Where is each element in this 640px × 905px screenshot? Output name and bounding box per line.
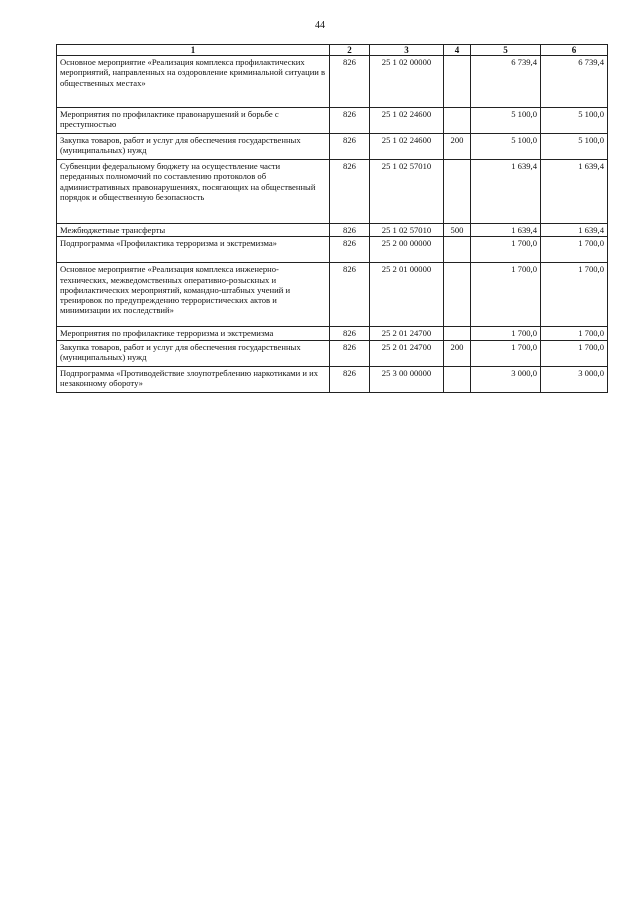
- table-row: [57, 366, 608, 392]
- row-type: 200: [444, 134, 471, 160]
- row-ministry: 826: [330, 108, 370, 134]
- row-value-2: 6 739,4: [541, 56, 608, 108]
- row-ministry: 826: [330, 224, 370, 237]
- row-value-2: 1 700,0: [541, 263, 608, 327]
- row-code: 25 1 02 24600: [370, 134, 444, 160]
- row-value-1: 1 639,4: [471, 160, 541, 224]
- header-col-2: 2: [330, 45, 370, 56]
- table-row: [57, 56, 608, 108]
- row-code: 25 2 01 24700: [370, 340, 444, 366]
- row-ministry: 826: [330, 327, 370, 340]
- row-type: [444, 160, 471, 224]
- row-ministry: 826: [330, 160, 370, 224]
- row-code: 25 2 00 00000: [370, 237, 444, 263]
- row-value-2: 1 639,4: [541, 224, 608, 237]
- row-code: 25 1 02 24600: [370, 108, 444, 134]
- row-name: Закупка товаров, работ и услуг для обеспечения государственных (муниципальных) нужд: [57, 340, 330, 366]
- row-value-1: 3 000,0: [471, 366, 541, 392]
- header-col-6: 6: [541, 45, 608, 56]
- row-value-2: 5 100,0: [541, 108, 608, 134]
- row-code: 25 1 02 00000: [370, 56, 444, 108]
- header-col-3: 3: [370, 45, 444, 56]
- row-name: Межбюджетные трансферты: [57, 224, 330, 237]
- row-value-2: 5 100,0: [541, 134, 608, 160]
- row-type: 200: [444, 340, 471, 366]
- row-ministry: 826: [330, 340, 370, 366]
- table-row: [57, 263, 608, 327]
- table-row: [57, 134, 608, 160]
- row-type: [444, 56, 471, 108]
- row-value-1: 1 700,0: [471, 263, 541, 327]
- row-value-1: 5 100,0: [471, 108, 541, 134]
- header-col-4: 4: [444, 45, 471, 56]
- row-type: [444, 237, 471, 263]
- row-name: Подпрограмма «Противодействие злоупотреблению наркотиками и их незаконному обороту»: [57, 366, 330, 392]
- table-row: [57, 160, 608, 224]
- table-row: [57, 224, 608, 237]
- row-name: Субвенции федеральному бюджету на осуществление части переданных полномочий по составлению протоколов об административных правонарушениях, посягающих на общественный порядок и общественную безопасность: [57, 160, 330, 224]
- row-code: 25 1 02 57010: [370, 160, 444, 224]
- table-row: [57, 237, 608, 263]
- row-value-2: 1 700,0: [541, 327, 608, 340]
- row-ministry: 826: [330, 366, 370, 392]
- row-type: [444, 327, 471, 340]
- row-name: Основное мероприятие «Реализация комплекса инженерно-технических, межведомственных оперативно-розыскных и профилактических мероприятий, командно-штабных учений и тренировок по предупреждению террористических актов и минимизации их последствий»: [57, 263, 330, 327]
- row-value-2: 1 700,0: [541, 237, 608, 263]
- budget-table: [56, 44, 608, 393]
- row-ministry: 826: [330, 263, 370, 327]
- row-ministry: 826: [330, 237, 370, 263]
- row-name: Подпрограмма «Профилактика терроризма и экстремизма»: [57, 237, 330, 263]
- row-value-1: 1 700,0: [471, 237, 541, 263]
- row-name: Основное мероприятие «Реализация комплекса профилактических мероприятий, направленных на оздоровление криминальной ситуации в общественных местах»: [57, 56, 330, 108]
- row-value-1: 5 100,0: [471, 134, 541, 160]
- row-value-1: 1 639,4: [471, 224, 541, 237]
- header-col-5: 5: [471, 45, 541, 56]
- row-type: [444, 263, 471, 327]
- row-value-2: 1 700,0: [541, 340, 608, 366]
- row-value-2: 3 000,0: [541, 366, 608, 392]
- row-value-2: 1 639,4: [541, 160, 608, 224]
- row-value-1: 1 700,0: [471, 327, 541, 340]
- row-type: [444, 366, 471, 392]
- row-code: 25 2 01 00000: [370, 263, 444, 327]
- row-name: Мероприятия по профилактике правонарушений и борьбе с преступностью: [57, 108, 330, 134]
- row-value-1: 6 739,4: [471, 56, 541, 108]
- row-code: 25 2 01 24700: [370, 327, 444, 340]
- table-row: [57, 327, 608, 340]
- table-row: [57, 340, 608, 366]
- row-code: 25 1 02 57010: [370, 224, 444, 237]
- row-ministry: 826: [330, 134, 370, 160]
- row-ministry: 826: [330, 56, 370, 108]
- header-col-1: 1: [57, 45, 330, 56]
- row-value-1: 1 700,0: [471, 340, 541, 366]
- page-number: 44: [315, 20, 325, 31]
- table-row: [57, 108, 608, 134]
- row-type: [444, 108, 471, 134]
- row-type: 500: [444, 224, 471, 237]
- row-name: Закупка товаров, работ и услуг для обеспечения государственных (муниципальных) нужд: [57, 134, 330, 160]
- row-code: 25 3 00 00000: [370, 366, 444, 392]
- row-name: Мероприятия по профилактике терроризма и экстремизма: [57, 327, 330, 340]
- table-header-row: [57, 45, 608, 56]
